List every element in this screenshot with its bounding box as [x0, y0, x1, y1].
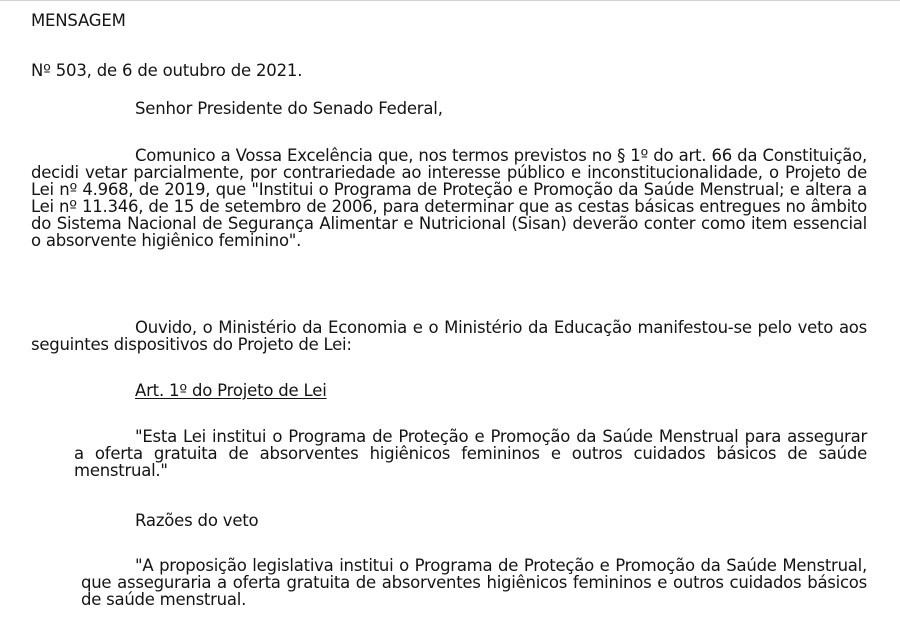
salutation: Senhor Presidente do Senado Federal, [135, 99, 443, 118]
article-text: "Esta Lei institui o Programa de Proteção e Promoção da Saúde Menstrual para assegurar a oferta gratuita de absorventes higiênicos femininos e outros cuidados básicos de saúde menstrual." [74, 427, 867, 480]
paragraph-ministries: Ouvido, o Ministério da Economia e o Ministério da Educação manifestou-se pelo veto aos seguintes dispositivos do Projeto de Lei: [31, 318, 867, 354]
reasons-heading: Razões do veto [135, 511, 259, 530]
article-heading: Art. 1º do Projeto de Lei [135, 381, 327, 400]
document-heading: MENSAGEM [31, 11, 126, 30]
reasons-text: "A proposição legislativa institui o Programa de Proteção e Promoção da Saúde Menstrual, que asseguraria a oferta gratuita de absorventes higiênicos femininos e outros cuidados básicos de saúde menstrual. [81, 556, 867, 609]
paragraph-communication: Comunico a Vossa Excelência que, nos termos previstos no § 1º do art. 66 da Constituição, decidi vetar parcialmente, por contrariedade ao interesse público e inconstitucionalidade, o Projeto de Lei nº 4.968, de 2019, que "Institui o Programa de Proteção e Promoção da Saúde Menstrual; e altera a Lei nº 11.346, de 15 de setembro de 2006, para determinar que as cestas básicas entregues no âmbito do Sistema Nacional de Segurança Alimentar e Nutricional (Sisan) deverão conter como item essencial o absorvente higiênico feminino". [31, 146, 867, 250]
message-number: Nº 503, de 6 de outubro de 2021. [31, 61, 303, 80]
